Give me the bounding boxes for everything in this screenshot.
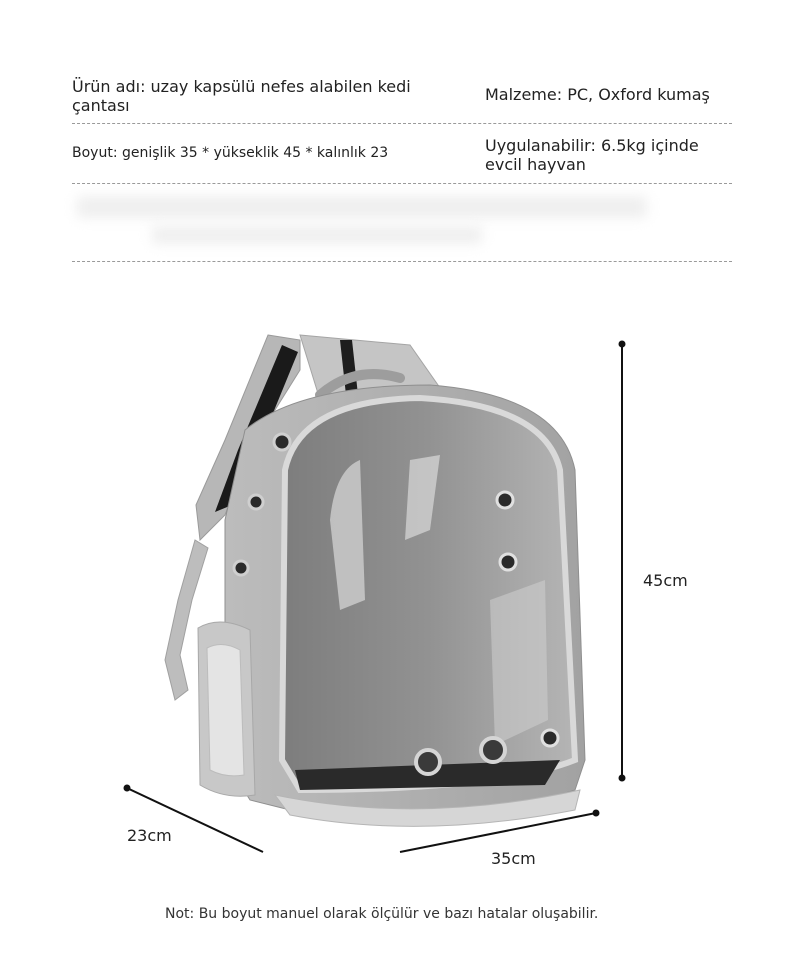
size-spec: Boyut: genişlik 35 * yükseklik 45 * kalınlık 23 [72,145,389,161]
height-dimension-endpoint [619,775,626,782]
height-dimension-endpoint [619,341,626,348]
applicable-weight: Uygulanabilir: 6.5kg içinde evcil hayvan [485,136,699,174]
backpack-body [198,385,585,826]
air-hole-icon [249,495,263,509]
measurement-note: Not: Bu boyut manuel olarak ölçülür ve bazı hatalar oluşabilir. [165,906,599,922]
depth-label: 23cm [127,826,172,845]
air-hole-icon [542,730,558,746]
air-hole-icon [416,750,440,774]
width-dimension-endpoint [593,810,600,817]
product-name: Ürün adı: uzay kapsülü nefes alabilen kedi çantası [72,77,411,115]
air-hole-icon [497,492,513,508]
width-label: 35cm [491,849,536,868]
air-hole-icon [481,738,505,762]
height-label: 45cm [643,571,688,590]
air-hole-icon [274,434,290,450]
material: Malzeme: PC, Oxford kumaş [485,85,710,104]
air-hole-icon [234,561,248,575]
depth-dimension-endpoint [124,785,131,792]
air-hole-icon [500,554,516,570]
